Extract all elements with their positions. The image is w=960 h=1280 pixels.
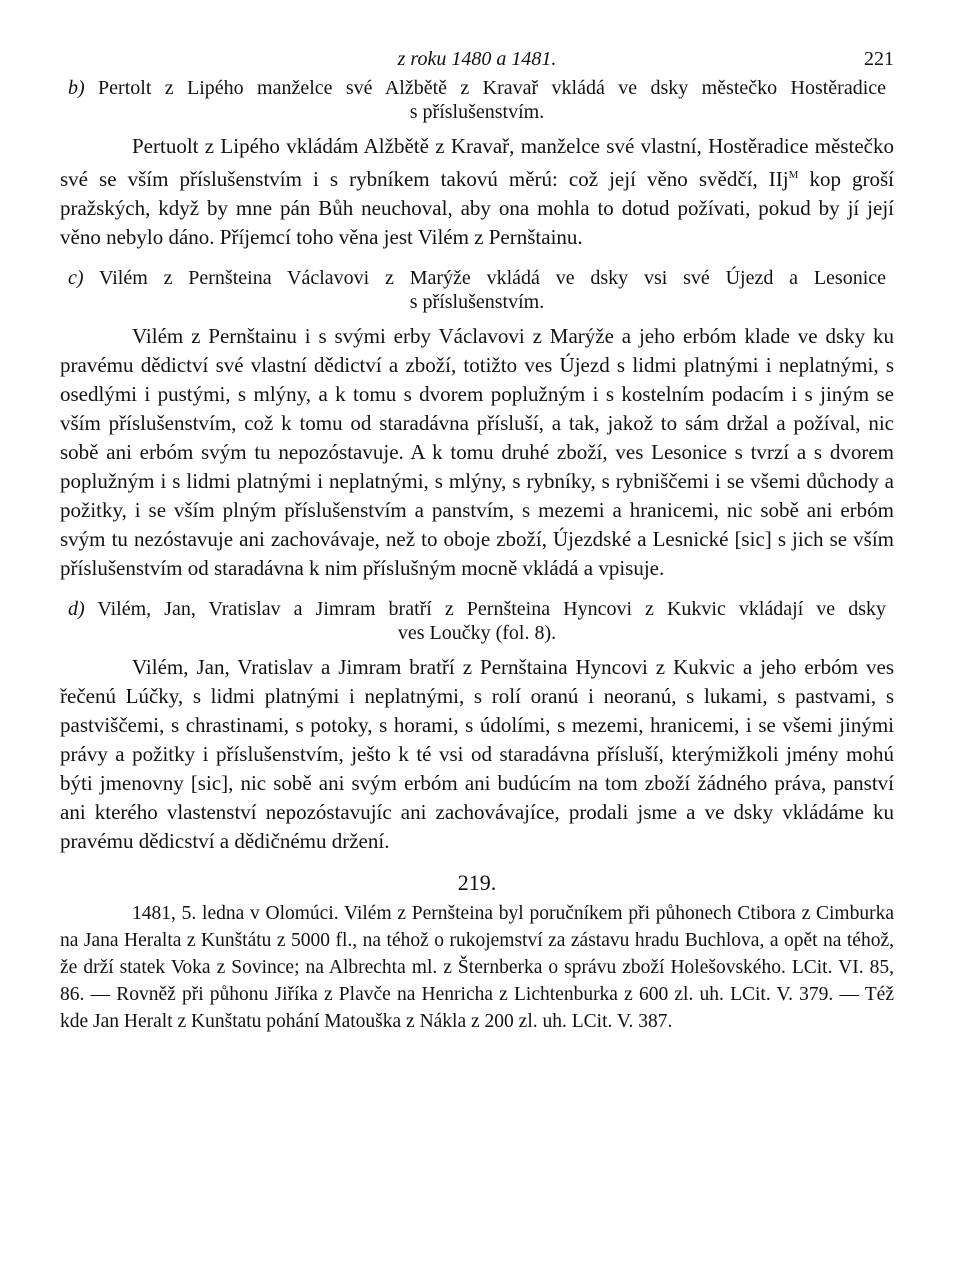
- section-b-body: [60, 132, 894, 252]
- section-b-marker: b): [68, 77, 85, 99]
- section-d-summary-line1: Vilém, Jan, Vratislav a Jimram bratří z Pernšteina Hyncovi z Kukvic vkládají ve dsky: [97, 598, 886, 620]
- section-c-summary: [68, 266, 886, 314]
- section-b-summary: [68, 76, 886, 124]
- section-b-body-part1: Pertuolt z Lipého vkládám Alžbětě z Kravař, manželce své vlastní, Hostěradice městečko své se vším příslušenstvím i s rybníkem takovú měrú: což její věno svědčí, IIj: [60, 134, 894, 191]
- section-b-body-part2: kop groší pražských, když by mne pán Bůh neuchoval, aby ona mohla to dotud požívati, pokud by jí její věno nebylo dáno. Příjemcí toho věna jest Vilém z Pernštainu.: [60, 167, 895, 249]
- section-d-summary: [68, 597, 886, 645]
- section-d-summary-line2: ves Loučky (fol. 8).: [397, 622, 557, 644]
- document-page: [60, 40, 894, 1049]
- section-d-marker: d): [68, 598, 85, 620]
- section-c-summary-line1: Vilém z Pernšteina Václavovi z Marýže vkládá ve dsky vsi své Újezd a Lesonice: [99, 267, 887, 289]
- running-header: [60, 40, 894, 76]
- item-number: 219.: [457, 870, 497, 895]
- section-c-marker: c): [68, 267, 84, 289]
- item-text: 1481, 5. ledna v Olomúci. Vilém z Pernšteina byl poručníkem při půhonech Ctibora z Cimburka na Jana Heralta z Kunštátu z 5000 fl., na téhož o rukojemství za zástavu hradu Buchlova, a opět na téhož, že drží statek Voka z Sovince; na Albrechta ml. z Šternberka o správu zboží Holešovského. LCit. VI. 85, 86. — Rovněž při půhonu Jiříka z Plavče na Henricha z Lichtenburka z 600 zl. uh. LCit. V. 379. — Též kde Jan Heralt z Kunštatu pohání Matouška z Nákla z 200 zl. uh. LCit. V. 387.: [60, 903, 894, 1032]
- section-b-summary-line2: s příslušenstvím.: [409, 101, 545, 123]
- section-b-superscript: M: [788, 169, 799, 181]
- section-c-body: Vilém z Pernštainu i s svými erby Václavovi z Marýže a jeho erbóm klade ve dsky ku pravému dědictví své vlastní dědictví a zboží, totižto ves Újezd s lidmi platnými i neplatnými, s osedlými i pustými, s mlýny, a k tomu s dvorem poplužným i s kostelním podacím i s jiným se vším příslušenstvím, což k tomu od staradávna přísluší, a tak, jakož to sám držal a požíval, nic sobě ani erbóm svým tu nepozóstavuje. A k tomu druhé zboží, ves Lesonice s tvrzí a s dvorem poplužným i s lidmi platnými i neplatnými, s mlýny, s rybníky, s rybniščemi i se všemi důchody a požitky, i se vším plným příslušenstvím a panstvím, s mezemi a hranicemi, nic sobě ani erbóm svým tu nezóstavuje ani zachovávaje, než to oboje zboží, Újezdské a Lesnické [sic] s jich se vším příslušenstvím od staradávna k nim příslušným mocně vkládá a vpisuje.: [60, 324, 894, 580]
- section-b-summary-line1: Pertolt z Lipého manželce své Alžbětě z Kravař vkládá ve dsky městečko Hostěradice: [98, 77, 887, 99]
- running-title: z roku 1480 a 1481.: [397, 48, 557, 70]
- section-c-summary-line2: s příslušenstvím.: [409, 291, 545, 313]
- section-d-body: Vilém, Jan, Vratislav a Jimram bratří z Pernštaina Hyncovi z Kukvic a jeho erbóm ves řečenú Lúčky, s lidmi platnými i neplatnými, s rolí oranú i neoranú, s lukami, s pastvami, s pastviščemi, s chrastinami, s potoky, s horami, s údolími, s mezemi, hranicemi, i se všemi jinými právy a požitky i příslušenstvím, ješto k té vsi od staradávna přísluší, kterýmižkoli jmény mohú býti jmenovny [sic], nic sobě ani svým erbóm ani budúcím na tom zboží žádného práva, panství ani kterého vlastenství nepozóstavujíc ani zachovávajíce, prodali jsme a ve dsky vkládáme ku pravému dědicství a dědičnému držení.: [60, 655, 894, 853]
- page-number: 221: [864, 48, 894, 70]
